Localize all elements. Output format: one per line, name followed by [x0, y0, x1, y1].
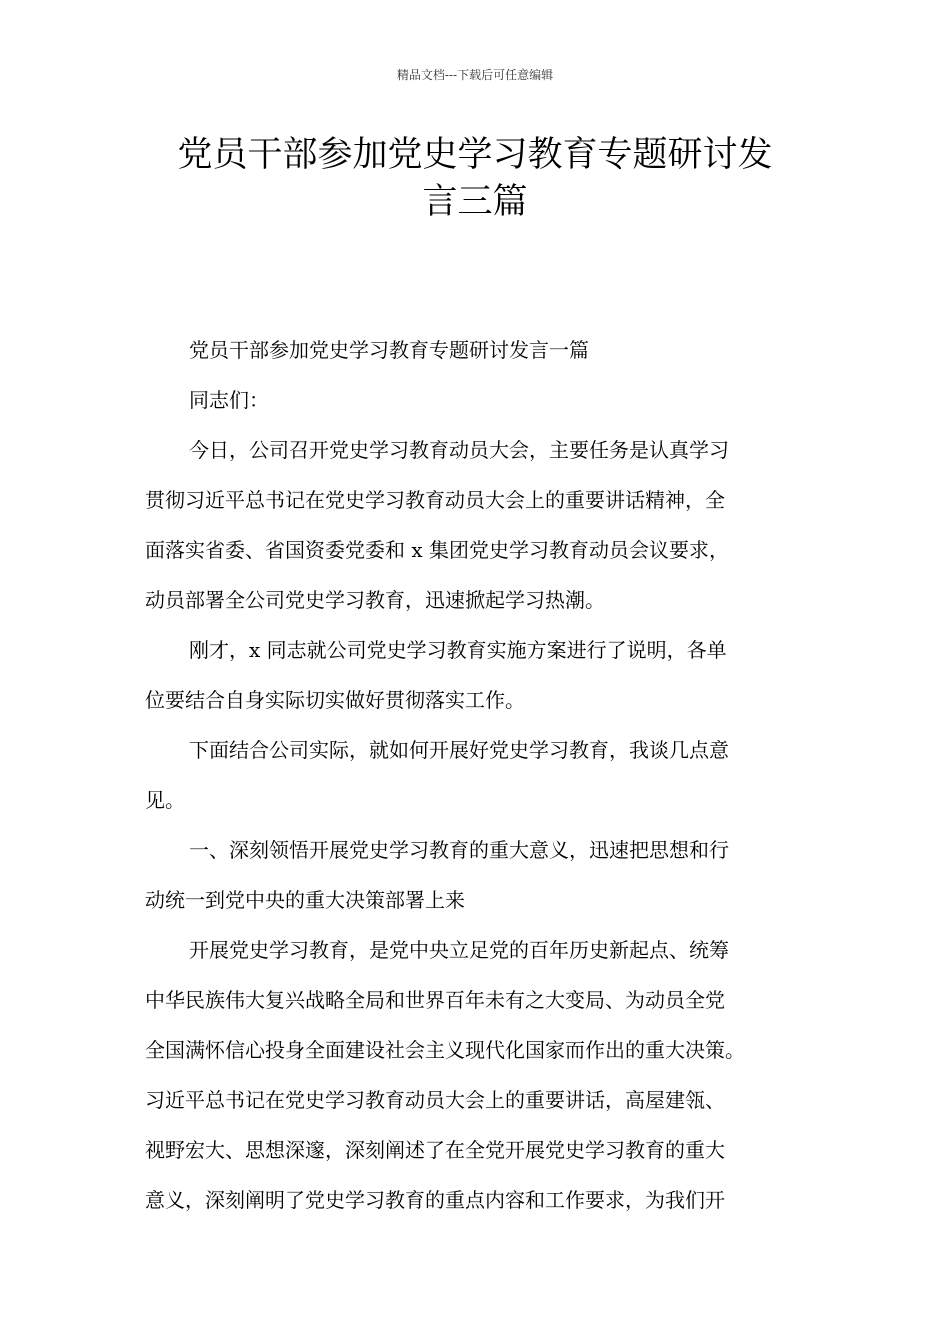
- document-body: [145, 325, 825, 1225]
- subheading-line: 动统一到党中央的重大决策部署上来: [145, 888, 465, 912]
- paragraph-line: 面落实省委、省国资委党委和 x 集团党史学习教育动员会议要求，: [145, 538, 729, 562]
- salutation: 同志们：: [189, 388, 269, 412]
- paragraph-line: 下面结合公司实际，就如何开展好党史学习教育，我谈几点意: [189, 738, 729, 762]
- paragraph-line: 今日，公司召开党史学习教育动员大会，主要任务是认真学习: [189, 438, 729, 462]
- paragraph-line: 视野宏大、思想深邃，深刻阐述了在全党开展党史学习教育的重大: [145, 1138, 725, 1162]
- paragraph-line: 见。: [145, 788, 185, 812]
- paragraph-line: 刚才，x 同志就公司党史学习教育实施方案进行了说明，各单: [189, 638, 727, 662]
- paragraph-line: 意义，深刻阐明了党史学习教育的重点内容和工作要求，为我们开: [145, 1188, 725, 1212]
- section-heading: 党员干部参加党史学习教育专题研讨发言一篇: [189, 338, 589, 362]
- subheading-line: 一、深刻领悟开展党史学习教育的重大意义，迅速把思想和行: [189, 838, 729, 862]
- title-line-1: 党员干部参加党史学习教育专题研讨发: [177, 135, 773, 175]
- paragraph-line: 中华民族伟大复兴战略全局和世界百年未有之大变局、为动员全党: [145, 988, 725, 1012]
- paragraph-line: 动员部署全公司党史学习教育，迅速掀起学习热潮。: [145, 588, 605, 612]
- paragraph-line: 位要结合自身实际切实做好贯彻落实工作。: [145, 688, 525, 712]
- paragraph-line: 习近平总书记在党史学习教育动员大会上的重要讲话，高屋建瓴、: [145, 1088, 725, 1112]
- paragraph-line: 全国满怀信心投身全面建设社会主义现代化国家而作出的重大决策。: [145, 1038, 745, 1062]
- page-header-note: 精品文档---下载后可任意编辑: [396, 68, 554, 82]
- title-line-2: 言三篇: [422, 182, 528, 222]
- document-title: [0, 132, 950, 226]
- paragraph-line: 贯彻习近平总书记在党史学习教育动员大会上的重要讲话精神，全: [145, 488, 725, 512]
- paragraph-line: 开展党史学习教育，是党中央立足党的百年历史新起点、统筹: [189, 938, 729, 962]
